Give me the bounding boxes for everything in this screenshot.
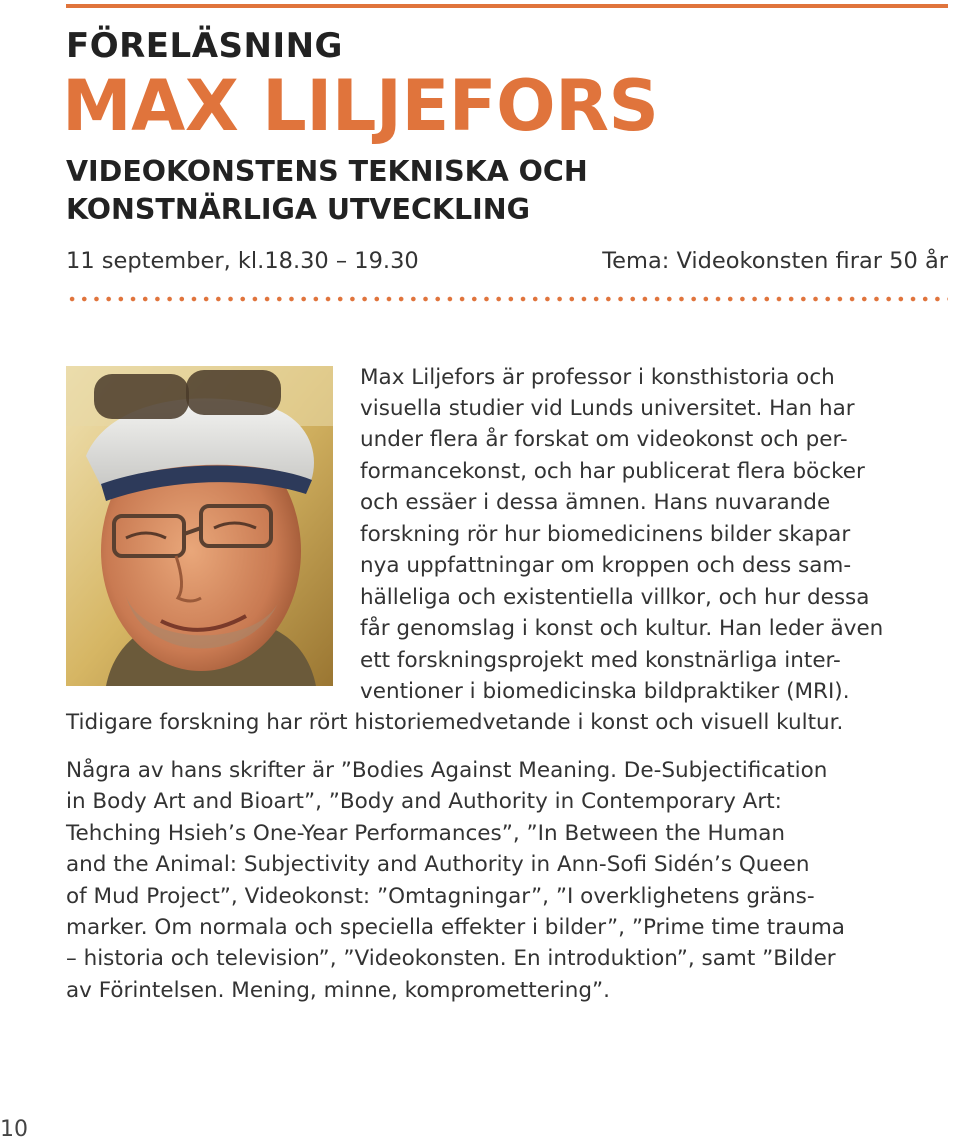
bio-line: hälleliga och existentiella villkor, och hur dessa (360, 585, 870, 610)
publications-line: Några av hans skrifter är ”Bodies Against Meaning. De-Subjectification (66, 758, 828, 783)
publications-paragraph (66, 755, 845, 1006)
bio-line: formancekonst, och har publicerat flera böcker (360, 459, 865, 484)
bio-line: får genomslag i konst och kultur. Han leder även (360, 616, 884, 641)
bio-line: ett forskningsprojekt med konstnärliga inter- (360, 648, 841, 673)
bio-line: Max Liljefors är professor i konsthistoria och (360, 365, 835, 390)
speaker-portrait (66, 366, 333, 686)
publications-line: in Body Art and Bioart”, ”Body and Authority in Contemporary Art: (66, 789, 782, 815)
speaker-name: MAX LILJEFORS (62, 65, 659, 147)
bio-line: visuella studier vid Lunds universitet. Han har (360, 396, 855, 421)
event-theme: Tema: Videokonsten firar 50 år (602, 248, 948, 274)
bio-line: och essäer i dessa ämnen. Hans nuvarande (360, 490, 831, 515)
dotted-divider (66, 294, 948, 304)
page-number: 10 (0, 1117, 28, 1142)
lecture-title-line: KONSTNÄRLIGA UTVECKLING (66, 193, 530, 226)
lecture-title (66, 153, 588, 229)
top-divider (66, 4, 948, 8)
publications-line: av Förintelsen. Mening, minne, kompromettering”. (66, 977, 610, 1003)
publications-line: – historia och television”, ”Videokonsten. En introduktion”, samt ”Bilder (66, 946, 836, 972)
speaker-portrait-image (66, 366, 333, 686)
bio-line: Tidigare forskning har rört historiemedvetande i konst och visuell kultur. (66, 710, 844, 735)
event-type-label: FÖRELÄSNING (66, 26, 343, 66)
event-meta (66, 248, 948, 274)
publications-line: of Mud Project”, Videokonst: ”Omtagningar”, ”I overklighetens gräns- (66, 883, 815, 909)
event-date-time: 11 september, kl.18.30 – 19.30 (66, 248, 419, 274)
publications-line: and the Animal: Subjectivity and Authority in Ann-Sofi Sidén’s Queen (66, 852, 810, 878)
publications-line: marker. Om normala och speciella effekter i bilder”, ”Prime time trauma (66, 915, 845, 941)
bio-line: nya uppfattningar om kroppen och dess sam- (360, 553, 852, 578)
bio-line: under flera år forskat om videokonst och per- (360, 427, 848, 452)
bio-line: forskning rör hur biomedicinens bilder skapar (360, 522, 851, 547)
bio-line: ventioner i biomedicinska bildpraktiker (MRI). (360, 679, 850, 704)
publications-line: Tehching Hsieh’s One-Year Performances”, ”In Between the Human (66, 820, 786, 846)
lecture-title-line: VIDEOKONSTENS TEKNISKA OCH (66, 155, 588, 188)
